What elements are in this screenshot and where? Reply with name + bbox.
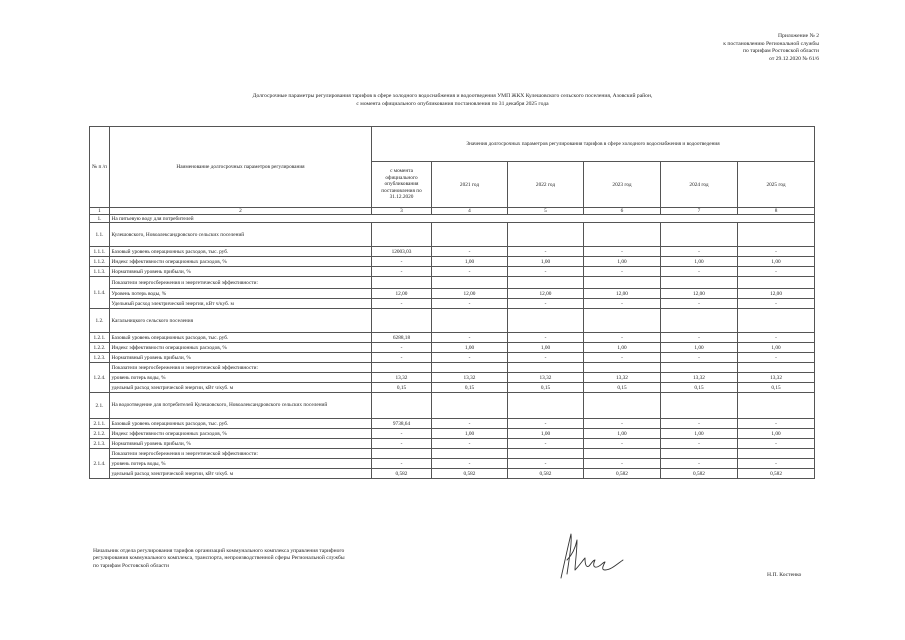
table-row bbox=[90, 299, 815, 309]
col-index: 4 bbox=[432, 208, 508, 215]
cell-value: - bbox=[432, 299, 508, 309]
cell-value: 0,15 bbox=[508, 383, 584, 393]
table-row bbox=[90, 449, 815, 459]
cell-value: - bbox=[372, 267, 432, 277]
row-num: 2.1.2. bbox=[90, 429, 110, 439]
cell-value: 1,00 bbox=[661, 343, 738, 353]
cell-value: - bbox=[372, 429, 432, 439]
footer-position bbox=[93, 548, 345, 570]
cell-value: - bbox=[661, 247, 738, 257]
row-name: удельный расход электрической энергии, кВт ч/куб. м bbox=[110, 383, 372, 393]
column-index-row bbox=[90, 208, 815, 215]
cell-value: 1,00 bbox=[508, 343, 584, 353]
annex-line-2: к постановлению Региональной службы bbox=[723, 40, 819, 47]
cell-value: - bbox=[372, 299, 432, 309]
row-num: 1.2. bbox=[90, 309, 110, 333]
row-name: Нормативный уровень прибыли, % bbox=[110, 353, 372, 363]
cell-value: - bbox=[738, 439, 815, 449]
row-num: 1.1. bbox=[90, 223, 110, 247]
cell-value: - bbox=[661, 299, 738, 309]
row-name: удельный расход электрической энергии, кВт ч/куб. м bbox=[110, 469, 372, 479]
col-index: 5 bbox=[508, 208, 584, 215]
cell-value: - bbox=[432, 353, 508, 363]
cell-value: - bbox=[738, 247, 815, 257]
cell-value: 13,32 bbox=[372, 373, 432, 383]
footer-line-3: по тарифам Ростовской области bbox=[93, 562, 169, 569]
row-name: Базовый уровень операционных расходов, тыс. руб. bbox=[110, 419, 372, 429]
cell-value: - bbox=[738, 353, 815, 363]
cell-value: - bbox=[661, 459, 738, 469]
cell-value: - bbox=[661, 419, 738, 429]
section-title: Кагальницкого сельского поселения bbox=[110, 309, 372, 333]
section-row bbox=[90, 223, 815, 247]
row-name: Нормативный уровень прибыли, % bbox=[110, 439, 372, 449]
section-row bbox=[90, 215, 815, 223]
cell-value: 12,00 bbox=[372, 289, 432, 299]
cell-value: - bbox=[661, 333, 738, 343]
cell-value: - bbox=[584, 247, 661, 257]
cell-value: - bbox=[508, 247, 584, 257]
cell-value: - bbox=[661, 267, 738, 277]
cell-value: 0,15 bbox=[661, 383, 738, 393]
table-row bbox=[90, 353, 815, 363]
cell-value: - bbox=[508, 333, 584, 343]
row-num: 1.1.1. bbox=[90, 247, 110, 257]
row-num: 1. bbox=[90, 215, 110, 223]
cell-value: - bbox=[584, 459, 661, 469]
cell-value: - bbox=[738, 333, 815, 343]
header-year-2022: 2022 год bbox=[508, 162, 584, 208]
signer-name: Н.П. Костенко bbox=[767, 572, 802, 578]
row-num: 2.1. bbox=[90, 393, 110, 419]
cell-value: - bbox=[584, 333, 661, 343]
row-name: Уровень потерь воды, % bbox=[110, 289, 372, 299]
row-name: Показатели энергосбережения и энергетической эффективности: bbox=[110, 363, 372, 373]
row-name: Базовый уровень операционных расходов, тыс. руб. bbox=[110, 247, 372, 257]
table-row bbox=[90, 277, 815, 289]
cell-value: 1,00 bbox=[432, 257, 508, 267]
cell-value: - bbox=[432, 419, 508, 429]
cell-value: - bbox=[738, 299, 815, 309]
document-title bbox=[0, 93, 905, 108]
cell-value: - bbox=[508, 459, 584, 469]
cell-value: 0,15 bbox=[584, 383, 661, 393]
cell-value: - bbox=[372, 459, 432, 469]
header-year-2024: 2024 год bbox=[661, 162, 738, 208]
row-num: 1.2.3. bbox=[90, 353, 110, 363]
header-year-2023: 2023 год bbox=[584, 162, 661, 208]
footer-line-1: Начальник отдела регулирования тарифов организаций коммунального комплекса управления тарифного bbox=[93, 548, 345, 554]
parameters-table bbox=[89, 126, 815, 479]
cell-value: - bbox=[661, 353, 738, 363]
row-name: Базовый уровень операционных расходов, тыс. руб. bbox=[110, 333, 372, 343]
row-num: 2.1.1. bbox=[90, 419, 110, 429]
cell-value: 9738,64 bbox=[372, 419, 432, 429]
row-num: 1.2.4. bbox=[90, 363, 110, 393]
header-name: Наименование долгосрочных параметров регулирования bbox=[110, 127, 372, 208]
row-name: уровень потерь воды, % bbox=[110, 373, 372, 383]
cell-value: 12,00 bbox=[738, 289, 815, 299]
row-name: Индекс эффективности операционных расходов, % bbox=[110, 343, 372, 353]
table-row bbox=[90, 429, 815, 439]
cell-value: 1,00 bbox=[661, 429, 738, 439]
cell-value: 13,32 bbox=[432, 373, 508, 383]
table-row bbox=[90, 383, 815, 393]
row-name: уровень потерь воды, % bbox=[110, 459, 372, 469]
cell-value: - bbox=[372, 353, 432, 363]
row-num: 1.1.4. bbox=[90, 277, 110, 309]
row-name: Нормативный уровень прибыли, % bbox=[110, 267, 372, 277]
signature-image bbox=[555, 530, 625, 582]
cell-value: 12,00 bbox=[584, 289, 661, 299]
cell-value: - bbox=[661, 439, 738, 449]
cell-value: 1,00 bbox=[738, 257, 815, 267]
col-index: 3 bbox=[372, 208, 432, 215]
cell-value: - bbox=[372, 439, 432, 449]
header-num: № п /п bbox=[90, 127, 110, 208]
cell-value: - bbox=[584, 419, 661, 429]
title-line-1: Долгосрочные параметры регулирования тарифов в сфере холодного водоснабжения и водоотведения УМП ЖКХ Кулешовского сельского поселения, Азовский район, bbox=[252, 93, 653, 99]
row-num: 1.1.3. bbox=[90, 267, 110, 277]
cell-value: - bbox=[508, 299, 584, 309]
col-index: 7 bbox=[661, 208, 738, 215]
cell-value: 0,582 bbox=[738, 469, 815, 479]
section-title: На водоотведение для потребителей Кулешовского, Новоалександровского сельских поселений bbox=[110, 393, 372, 419]
header-from-publication: с момента официального опубликования постановления по 31.12.2020 bbox=[372, 162, 432, 208]
cell-value: 0,15 bbox=[372, 383, 432, 393]
annex-line-1: Приложение № 2 bbox=[778, 33, 819, 39]
cell-value: 1,00 bbox=[508, 257, 584, 267]
cell-value: - bbox=[508, 419, 584, 429]
section-row bbox=[90, 309, 815, 333]
cell-value: 1,00 bbox=[738, 429, 815, 439]
row-name: Индекс эффективности операционных расходов, % bbox=[110, 257, 372, 267]
row-name: Показатели энергосбережения и энергетической эффективности: bbox=[110, 449, 372, 459]
cell-value: - bbox=[584, 299, 661, 309]
cell-value: - bbox=[432, 267, 508, 277]
cell-value: 1,00 bbox=[738, 343, 815, 353]
footer-line-2: регулирования коммунального комплекса, транспорта, непроизводственной сферы Региональной службы bbox=[93, 555, 345, 562]
cell-value: 12003,03 bbox=[372, 247, 432, 257]
cell-value: - bbox=[432, 247, 508, 257]
col-index: 2 bbox=[110, 208, 372, 215]
cell-value: - bbox=[738, 267, 815, 277]
cell-value: 13,32 bbox=[661, 373, 738, 383]
row-name: Показатели энергосбережения и энергетической эффективности: bbox=[110, 277, 372, 289]
title-line-2: с момента официального опубликования постановления по 31 декабря 2025 года bbox=[356, 100, 549, 107]
header-group: Значения долгосрочных параметров регулирования тарифов в сфере холодного водоснабжения и водоотведения bbox=[372, 127, 815, 162]
cell-value: - bbox=[584, 267, 661, 277]
col-index: 6 bbox=[584, 208, 661, 215]
cell-value: 0,582 bbox=[508, 469, 584, 479]
cell-value: - bbox=[372, 343, 432, 353]
row-num: 2.1.4. bbox=[90, 449, 110, 479]
col-index: 8 bbox=[738, 208, 815, 215]
cell-value: 13,32 bbox=[508, 373, 584, 383]
row-name: Удельный расход электрической энергии, кВт ч/куб. м bbox=[110, 299, 372, 309]
cell-value: 1,00 bbox=[584, 429, 661, 439]
table-row bbox=[90, 373, 815, 383]
cell-value: 12,00 bbox=[432, 289, 508, 299]
cell-value: 0,15 bbox=[738, 383, 815, 393]
cell-value: 0,582 bbox=[661, 469, 738, 479]
annex-header bbox=[723, 33, 819, 63]
cell-value: 13,32 bbox=[584, 373, 661, 383]
row-num: 1.2.1. bbox=[90, 333, 110, 343]
annex-line-4: от 29.12.2020 № 61/6 bbox=[769, 55, 819, 62]
table-row bbox=[90, 257, 815, 267]
table-row bbox=[90, 333, 815, 343]
row-num: 2.1.3. bbox=[90, 439, 110, 449]
table-row bbox=[90, 469, 815, 479]
cell-value: 1,00 bbox=[584, 343, 661, 353]
section-row bbox=[90, 393, 815, 419]
header-year-2021: 2021 год bbox=[432, 162, 508, 208]
table-row bbox=[90, 267, 815, 277]
cell-value: - bbox=[372, 257, 432, 267]
table-row bbox=[90, 439, 815, 449]
cell-value: 0,582 bbox=[432, 469, 508, 479]
cell-value: - bbox=[432, 439, 508, 449]
row-name: Индекс эффективности операционных расходов, % bbox=[110, 429, 372, 439]
table-row bbox=[90, 459, 815, 469]
cell-value: 13,32 bbox=[738, 373, 815, 383]
cell-value: - bbox=[584, 353, 661, 363]
cell-value: 6288,18 bbox=[372, 333, 432, 343]
table-row bbox=[90, 363, 815, 373]
row-num: 1.2.2. bbox=[90, 343, 110, 353]
cell-value: - bbox=[432, 333, 508, 343]
section-title: Кулешовского, Новоалександровского сельских поселений bbox=[110, 223, 372, 247]
cell-value: - bbox=[508, 267, 584, 277]
cell-value: 1,00 bbox=[432, 429, 508, 439]
cell-value: 12,00 bbox=[508, 289, 584, 299]
cell-value: 0,582 bbox=[372, 469, 432, 479]
table-row bbox=[90, 419, 815, 429]
header-year-2025: 2025 год bbox=[738, 162, 815, 208]
cell-value: 12,00 bbox=[661, 289, 738, 299]
cell-value: - bbox=[508, 439, 584, 449]
table-row bbox=[90, 289, 815, 299]
cell-value: 1,00 bbox=[508, 429, 584, 439]
table-row bbox=[90, 343, 815, 353]
cell-value: - bbox=[738, 419, 815, 429]
annex-line-3: по тарифам Ростовской области bbox=[743, 48, 819, 55]
cell-value: 0,15 bbox=[432, 383, 508, 393]
table-row bbox=[90, 247, 815, 257]
col-index: 1 bbox=[90, 208, 110, 215]
row-num: 1.1.2. bbox=[90, 257, 110, 267]
cell-value: - bbox=[738, 459, 815, 469]
cell-value: - bbox=[508, 353, 584, 363]
cell-value: 1,00 bbox=[432, 343, 508, 353]
cell-value: 1,00 bbox=[584, 257, 661, 267]
cell-value: - bbox=[432, 459, 508, 469]
cell-value: 0,582 bbox=[584, 469, 661, 479]
cell-value: - bbox=[584, 439, 661, 449]
section-title: На питьевую воду для потребителей bbox=[110, 215, 815, 223]
cell-value: 1,00 bbox=[661, 257, 738, 267]
